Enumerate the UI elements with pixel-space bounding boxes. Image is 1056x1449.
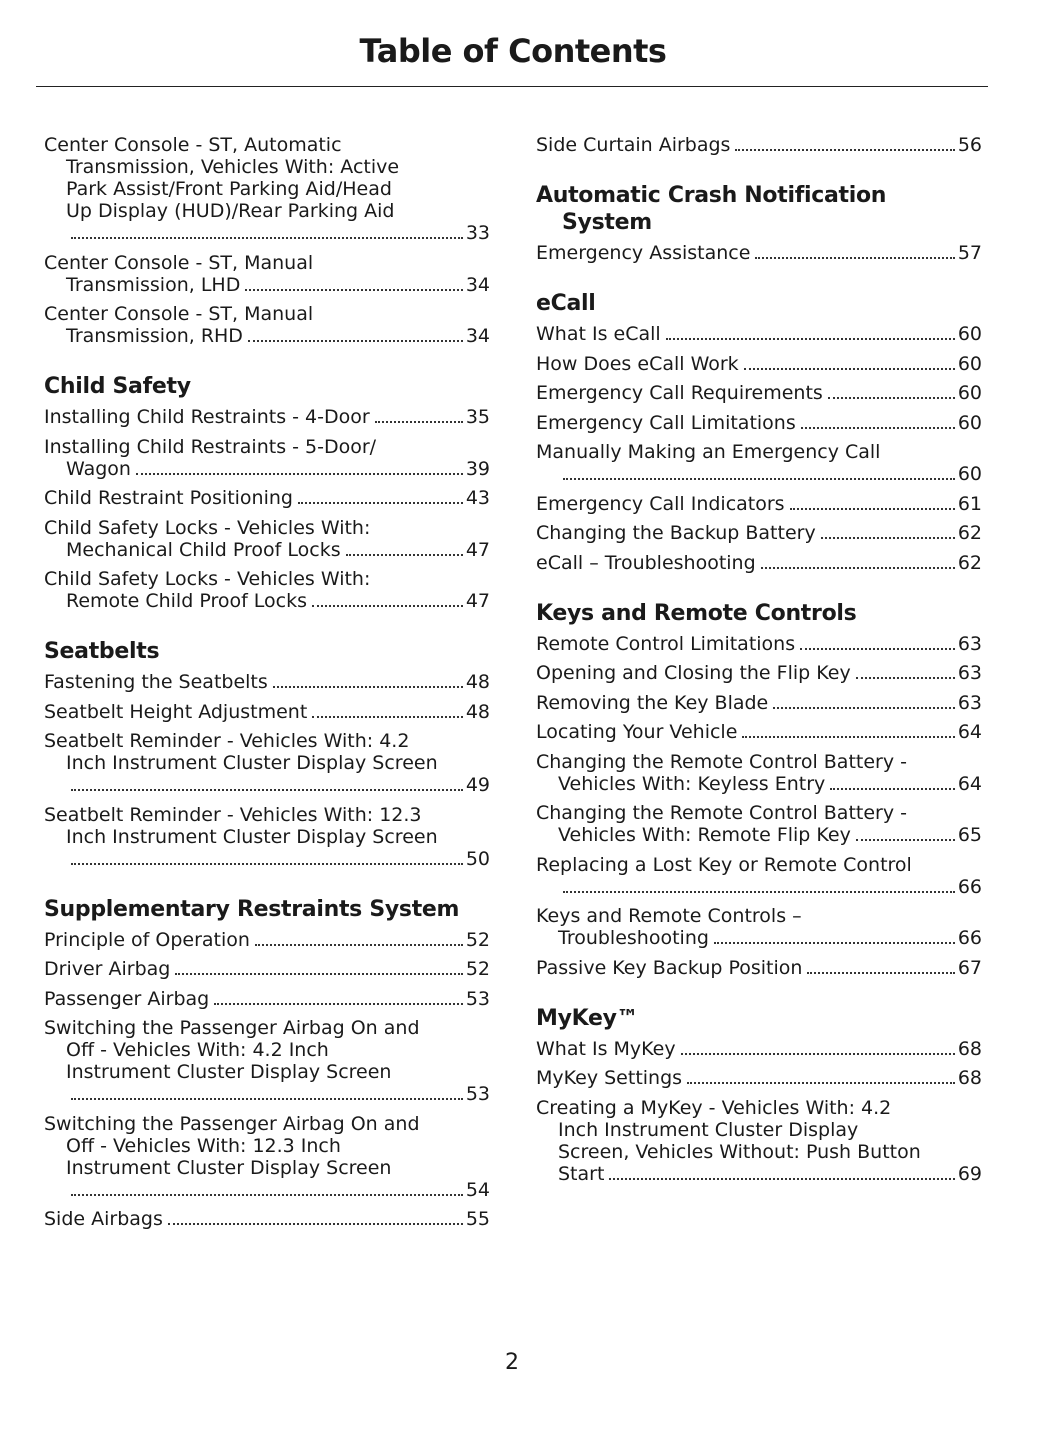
entry-title-line: Switching the Passenger Airbag On and [44, 1017, 420, 1039]
page-reference: 48 [465, 700, 490, 723]
page-reference: 48 [465, 671, 490, 693]
entry-title-line: Child Restraint Positioning [44, 487, 293, 509]
entry-title-line: Remote Control Limitations [536, 632, 796, 655]
dot-leader [744, 368, 955, 370]
page-reference: 56 [957, 134, 982, 156]
dot-leader [755, 257, 954, 259]
dot-leader [168, 1223, 463, 1225]
page-reference: 55 [465, 1208, 490, 1230]
page-reference: 62 [957, 551, 982, 574]
toc-entry-link[interactable] [536, 323, 982, 345]
page-reference: 68 [957, 1067, 982, 1089]
page-reference: 47 [465, 590, 490, 612]
entry-title-line: Screen, Vehicles Without: Push Button [558, 1140, 921, 1163]
page-reference: 53 [465, 987, 490, 1010]
page-reference: 33 [465, 222, 490, 244]
toc-section [536, 600, 982, 979]
toc-entry-link[interactable] [536, 552, 982, 574]
toc-entry-link[interactable] [536, 353, 982, 375]
dot-leader [666, 338, 955, 340]
entry-title-line: Manually Making an Emergency Call [536, 441, 881, 463]
entry-title-line: Installing Child Restraints - 5-Door/ [44, 435, 377, 458]
entry-title-line: Passive Key Backup Position [536, 956, 803, 979]
entry-title-line: Changing the Remote Control Battery - [536, 802, 907, 824]
leader-row [536, 463, 982, 485]
dot-leader [742, 736, 954, 738]
entry-title-line: Opening and Closing the Flip Key [536, 662, 851, 684]
entry-title-line: Emergency Call Limitations [536, 411, 796, 434]
entry-title-line: Off - Vehicles With: 12.3 Inch [66, 1134, 341, 1157]
page-reference: 64 [957, 721, 982, 743]
page-reference: 63 [957, 691, 982, 714]
entry-title-line: Up Display (HUD)/Rear Parking Aid [66, 200, 395, 222]
entry-title-line: Changing the Remote Control Battery - [536, 750, 907, 773]
toc-entry-link[interactable] [536, 633, 982, 655]
toc-entry-link[interactable] [44, 1113, 490, 1201]
page-reference: 63 [957, 632, 982, 655]
dot-leader [761, 567, 955, 569]
page-reference: 47 [465, 538, 490, 561]
dot-leader [801, 427, 955, 429]
entry-title-line: Seatbelt Height Adjustment [44, 700, 308, 723]
entry-title-line: Child Safety Locks - Vehicles With: [44, 568, 371, 590]
entry-title-line: Replacing a Lost Key or Remote Control [536, 853, 912, 876]
page-reference: 69 [957, 1162, 982, 1185]
toc-entry-link[interactable] [44, 958, 490, 980]
dot-leader [248, 340, 463, 342]
entry-title-line: Transmission, LHD [66, 273, 241, 296]
page-reference: 54 [465, 1178, 490, 1201]
toc-entry-link[interactable] [44, 929, 490, 951]
toc-entry-link[interactable] [536, 905, 982, 949]
leader-row [536, 876, 982, 898]
entry-title-line: MyKey Settings [536, 1067, 683, 1089]
leader-row [44, 539, 490, 561]
page-reference: 60 [957, 323, 982, 345]
leader-row [44, 1179, 490, 1201]
leader-row [536, 773, 982, 795]
entry-title-line: Instrument Cluster Display Screen [66, 1156, 392, 1179]
toc-entry-link[interactable] [44, 517, 490, 561]
page-reference: 66 [957, 875, 982, 898]
dot-leader [856, 677, 955, 679]
toc-entry-link[interactable] [536, 1067, 982, 1089]
toc-entry-link[interactable] [536, 1038, 982, 1060]
dot-leader [71, 1098, 463, 1100]
page-reference: 63 [957, 662, 982, 684]
dot-leader [856, 839, 955, 841]
dot-leader [830, 788, 955, 790]
dot-leader [828, 397, 955, 399]
toc-entry-link[interactable] [44, 487, 490, 509]
leader-row [44, 274, 490, 296]
toc-entry-link[interactable] [44, 252, 490, 296]
toc-entry-link[interactable] [536, 412, 982, 434]
dot-leader [800, 648, 955, 650]
toc-entry-link[interactable] [44, 406, 490, 428]
dot-leader [735, 149, 954, 151]
page-reference: 64 [957, 772, 982, 795]
entry-title-line: Side Airbags [44, 1208, 163, 1230]
entry-title-line: Off - Vehicles With: 4.2 Inch [66, 1039, 329, 1061]
leader-row [44, 458, 490, 480]
entry-title-line: How Does eCall Work [536, 352, 739, 375]
page-number: 2 [505, 1350, 519, 1375]
toc-section [44, 134, 490, 347]
toc-section [536, 182, 982, 264]
toc-entry-link[interactable] [44, 436, 490, 480]
dot-leader [681, 1053, 955, 1055]
page-reference: 66 [957, 927, 982, 949]
entry-title-line: Center Console - ST, Manual [44, 251, 314, 274]
page-reference: 62 [957, 522, 982, 544]
toc-entry-link[interactable] [44, 804, 490, 870]
page-reference: 52 [465, 928, 490, 951]
toc-entry-link[interactable] [536, 721, 982, 743]
dot-leader [71, 237, 463, 239]
page-reference: 34 [465, 273, 490, 296]
page-reference: 39 [465, 457, 490, 480]
page-reference: 68 [957, 1037, 982, 1060]
entry-title-line: Seatbelt Reminder - Vehicles With: 4.2 [44, 730, 410, 752]
toc-entry-link[interactable] [536, 854, 982, 898]
dot-leader [71, 1194, 463, 1196]
leader-row [44, 222, 490, 244]
toc-entry-link[interactable] [536, 957, 982, 979]
leader-row [536, 927, 982, 949]
dot-leader [375, 421, 463, 423]
page-reference: 35 [465, 406, 490, 428]
section-heading[interactable]: MyKey™ [536, 1005, 639, 1031]
dot-leader [609, 1178, 954, 1180]
entry-title-line: Side Curtain Airbags [536, 134, 731, 156]
entry-title-line: What Is MyKey [536, 1037, 676, 1060]
toc-section [536, 290, 982, 574]
entry-title-line: Remote Child Proof Locks [66, 590, 308, 612]
dot-leader [563, 478, 955, 480]
dot-leader [255, 944, 463, 946]
leader-row [44, 774, 490, 796]
toc-entry-link[interactable] [536, 522, 982, 544]
entry-title-line: Installing Child Restraints - 4-Door [44, 406, 370, 428]
section-heading[interactable]: Child Safety [44, 374, 191, 399]
page-reference: 34 [465, 325, 490, 347]
toc-entry-link[interactable] [536, 382, 982, 404]
toc-entry-link[interactable] [44, 671, 490, 693]
page-reference: 43 [465, 487, 490, 509]
dot-leader [245, 289, 462, 291]
entry-title-line: Transmission, RHD [66, 325, 243, 347]
entry-title-line: Fastening the Seatbelts [44, 671, 268, 693]
title-divider [36, 86, 988, 87]
entry-title-line: Instrument Cluster Display Screen [66, 1061, 392, 1083]
dot-leader [346, 554, 463, 556]
dot-leader [790, 508, 955, 510]
dot-leader [687, 1082, 955, 1084]
dot-leader [714, 942, 955, 944]
entry-title-line: Vehicles With: Keyless Entry [558, 772, 826, 795]
toc-section [536, 134, 982, 156]
entry-title-line: What Is eCall [536, 323, 661, 345]
entry-title-line: eCall – Troubleshooting [536, 551, 756, 574]
section-heading[interactable]: Supplementary Restraints System [44, 896, 460, 922]
leader-row [536, 1163, 982, 1185]
leader-row [44, 1083, 490, 1105]
entry-title-line: Principle of Operation [44, 928, 250, 951]
section-heading[interactable]: Keys and Remote Controls [536, 600, 857, 626]
page-reference: 61 [957, 492, 982, 515]
page-title: Table of Contents [359, 32, 667, 70]
entry-title-line: Start [558, 1162, 605, 1185]
dot-leader [563, 891, 955, 893]
toc-right-column [536, 134, 982, 1211]
toc-entry-link[interactable] [44, 730, 490, 796]
entry-title-line: Removing the Key Blade [536, 691, 769, 714]
entry-title-line: Emergency Call Indicators [536, 492, 785, 515]
dot-leader [214, 1003, 463, 1005]
entry-title-line: Troubleshooting [558, 927, 709, 949]
dot-leader [273, 686, 463, 688]
entry-title-line: Keys and Remote Controls – [536, 905, 802, 927]
toc-entry-link[interactable] [536, 662, 982, 684]
entry-title-line: Emergency Call Requirements [536, 382, 823, 404]
toc-entry-link[interactable] [536, 134, 982, 156]
page-reference: 53 [465, 1083, 490, 1105]
entry-title-line: Mechanical Child Proof Locks [66, 538, 341, 561]
entry-title-line: Creating a MyKey - Vehicles With: 4.2 [536, 1096, 892, 1119]
entry-title-line: Seatbelt Reminder - Vehicles With: 12.3 [44, 803, 422, 826]
toc-entry-link[interactable] [44, 701, 490, 723]
entry-title-line: Vehicles With: Remote Flip Key [558, 824, 851, 846]
dot-leader [773, 707, 955, 709]
dot-leader [312, 605, 463, 607]
leader-row [536, 824, 982, 846]
dot-leader [312, 716, 463, 718]
section-heading[interactable]: Seatbelts [44, 639, 160, 664]
dot-leader [136, 473, 463, 475]
dot-leader [71, 789, 463, 791]
entry-title-line: Center Console - ST, Manual [44, 303, 314, 325]
entry-title-line: Emergency Assistance [536, 242, 751, 264]
entry-title-line: Child Safety Locks - Vehicles With: [44, 516, 371, 539]
toc-entry-link[interactable] [536, 493, 982, 515]
entry-title-line: Park Assist/Front Parking Aid/Head [66, 178, 392, 200]
section-heading[interactable]: Automatic Crash Notification System [536, 183, 887, 235]
toc-entry-link[interactable] [536, 242, 982, 264]
dot-leader [821, 537, 955, 539]
toc-entry-link[interactable] [44, 568, 490, 612]
entry-title-line: Inch Instrument Cluster Display Screen [66, 825, 438, 848]
page-reference: 52 [465, 958, 490, 980]
toc-section [44, 373, 490, 612]
entry-title-line: Inch Instrument Cluster Display [558, 1118, 859, 1141]
entry-title-line: Locating Your Vehicle [536, 721, 738, 743]
dot-leader [71, 863, 463, 865]
dot-leader [298, 502, 463, 504]
entry-title-line: Passenger Airbag [44, 987, 210, 1010]
toc-section [536, 1005, 982, 1185]
dot-leader [175, 973, 462, 975]
page-reference: 60 [957, 352, 982, 375]
toc-entry-link[interactable] [536, 692, 982, 714]
toc-entry-link[interactable] [44, 988, 490, 1010]
toc-entry-link[interactable] [44, 1017, 490, 1105]
toc-entry-link[interactable] [536, 441, 982, 485]
entry-title-line: Center Console - ST, Automatic [44, 134, 342, 156]
page-reference: 60 [957, 411, 982, 434]
leader-row [44, 848, 490, 870]
page-reference: 65 [957, 824, 982, 846]
toc-entry-link[interactable] [536, 751, 982, 795]
toc-entry-link[interactable] [44, 1208, 490, 1230]
dot-leader [807, 972, 954, 974]
page-reference: 49 [465, 774, 490, 796]
entry-title-line: Driver Airbag [44, 958, 171, 980]
toc-entry-link[interactable] [44, 134, 490, 244]
entry-title-line: Switching the Passenger Airbag On and [44, 1112, 420, 1135]
toc-entry-link[interactable] [44, 303, 490, 347]
toc-section [44, 638, 490, 870]
toc-entry-link[interactable] [536, 802, 982, 846]
entry-title-line: Changing the Backup Battery [536, 522, 816, 544]
entry-title-line: Transmission, Vehicles With: Active [66, 156, 400, 178]
toc-entry-link[interactable] [536, 1097, 982, 1185]
page-reference: 50 [465, 847, 490, 870]
toc-left-column [44, 134, 490, 1256]
page-reference: 60 [957, 382, 982, 404]
leader-row [44, 325, 490, 347]
leader-row [44, 590, 490, 612]
page-reference: 67 [957, 956, 982, 979]
toc-section [44, 896, 490, 1231]
section-heading[interactable]: eCall [536, 291, 596, 316]
entry-title-line: Wagon [66, 457, 131, 480]
entry-title-line: Inch Instrument Cluster Display Screen [66, 752, 438, 774]
page-reference: 57 [957, 242, 982, 264]
page-reference: 60 [957, 463, 982, 485]
